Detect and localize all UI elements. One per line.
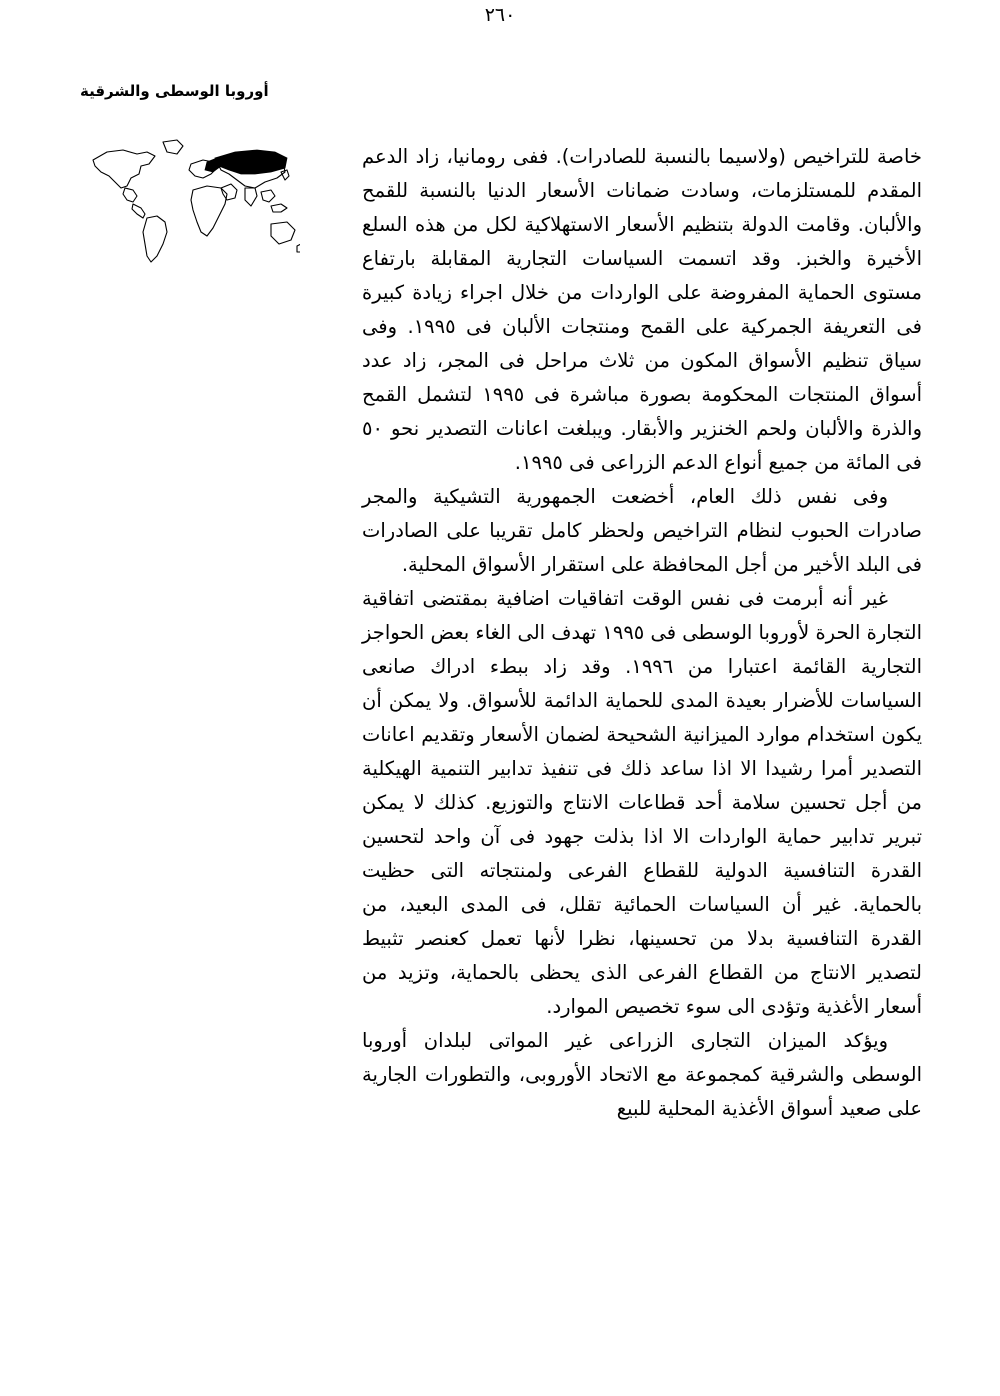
- page-number: ٢٦٠: [484, 4, 516, 26]
- world-map-icon: [85, 130, 300, 270]
- paragraph: وفى نفس ذلك العام، أخضعت الجمهورية التشيكية والمجر صادرات الحبوب لنظام التراخيص ولحظر كامل تقريبا على الصادرات فى البلد الأخير من أجل المحافظة على استقرار الأسواق المحلية.: [362, 485, 922, 576]
- body-text-column: [362, 140, 922, 1126]
- paragraph: ويؤكد الميزان التجارى الزراعى غير المواتى لبلدان أوروبا الوسطى والشرقية كمجموعة مع الاتحاد الأوروبى، والتطورات الجارية على صعيد أسواق الأغذية المحلية للبيع: [362, 1029, 922, 1120]
- world-map-figure: [85, 130, 300, 270]
- paragraph: غير أنه أبرمت فى نفس الوقت اتفاقيات اضافية بمقتضى اتفاقية التجارة الحرة لأوروبا الوسطى فى ١٩٩٥ تهدف الى الغاء بعض الحواجز التجارية القائمة اعتبارا من ١٩٩٦. وقد زاد ببطء ادراك صانعى السياسات للأضرار بعيدة المدى للحماية الدائمة للأسواق. ولا يمكن أن يكون استخدام موارد الميزانية الشحيحة لضمان الأسعار وتقديم اعانات التصدير أمرا رشيدا الا اذا ساعد ذلك فى تنفيذ تدابير التنمية الهيكلية من أجل تحسين سلامة أحد قطاعات الانتاج والتوزيع. كذلك لا يمكن تبرير تدابير حماية الواردات الا اذا بذلت جهود فى آن واحد لتحسين القدرة التنافسية الدولية للقطاع الفرعى ولمنتجاته التى حظيت بالحماية. غير أن السياسات الحمائية تقلل، فى المدى البعيد، من القدرة التنافسية بدلا من تحسينها، نظرا لأنها تعمل كعنصر تثبيط لتصدير الانتاج من القطاع الفرعى الذى يحظى بالحماية، وتزيد من أسعار الأغذية وتؤدى الى سوء تخصيص الموارد.: [362, 587, 923, 1018]
- running-head: أوروبا الوسطى والشرقية: [80, 82, 269, 100]
- paragraph: خاصة للتراخيص (ولاسيما بالنسبة للصادرات). ففى رومانيا، زاد الدعم المقدم للمستلزمات، وسادت ضمانات الأسعار الدنيا بالنسبة للقمح والألبان. وقامت الدولة بتنظيم الأسعار الاستهلاكية لكل من هذه السلع الأخيرة والخبز. وقد اتسمت السياسات التجارية المقابلة بارتفاع مستوى الحماية المفروضة على الواردات من خلال اجراء زيادة كبيرة فى التعريفة الجمركية على القمح ومنتجات الألبان فى ١٩٩٥. وفى سياق تنظيم الأسواق المكون من ثلاث مراحل فى المجر، زاد عدد أسواق المنتجات المحكومة بصورة مباشرة فى ١٩٩٥ لتشمل القمح والذرة والألبان ولحم الخنزير والأبقار. ويبلغت اعانات التصدير نحو ٥٠ فى المائة من جميع أنواع الدعم الزراعى فى ١٩٩٥.: [362, 145, 922, 474]
